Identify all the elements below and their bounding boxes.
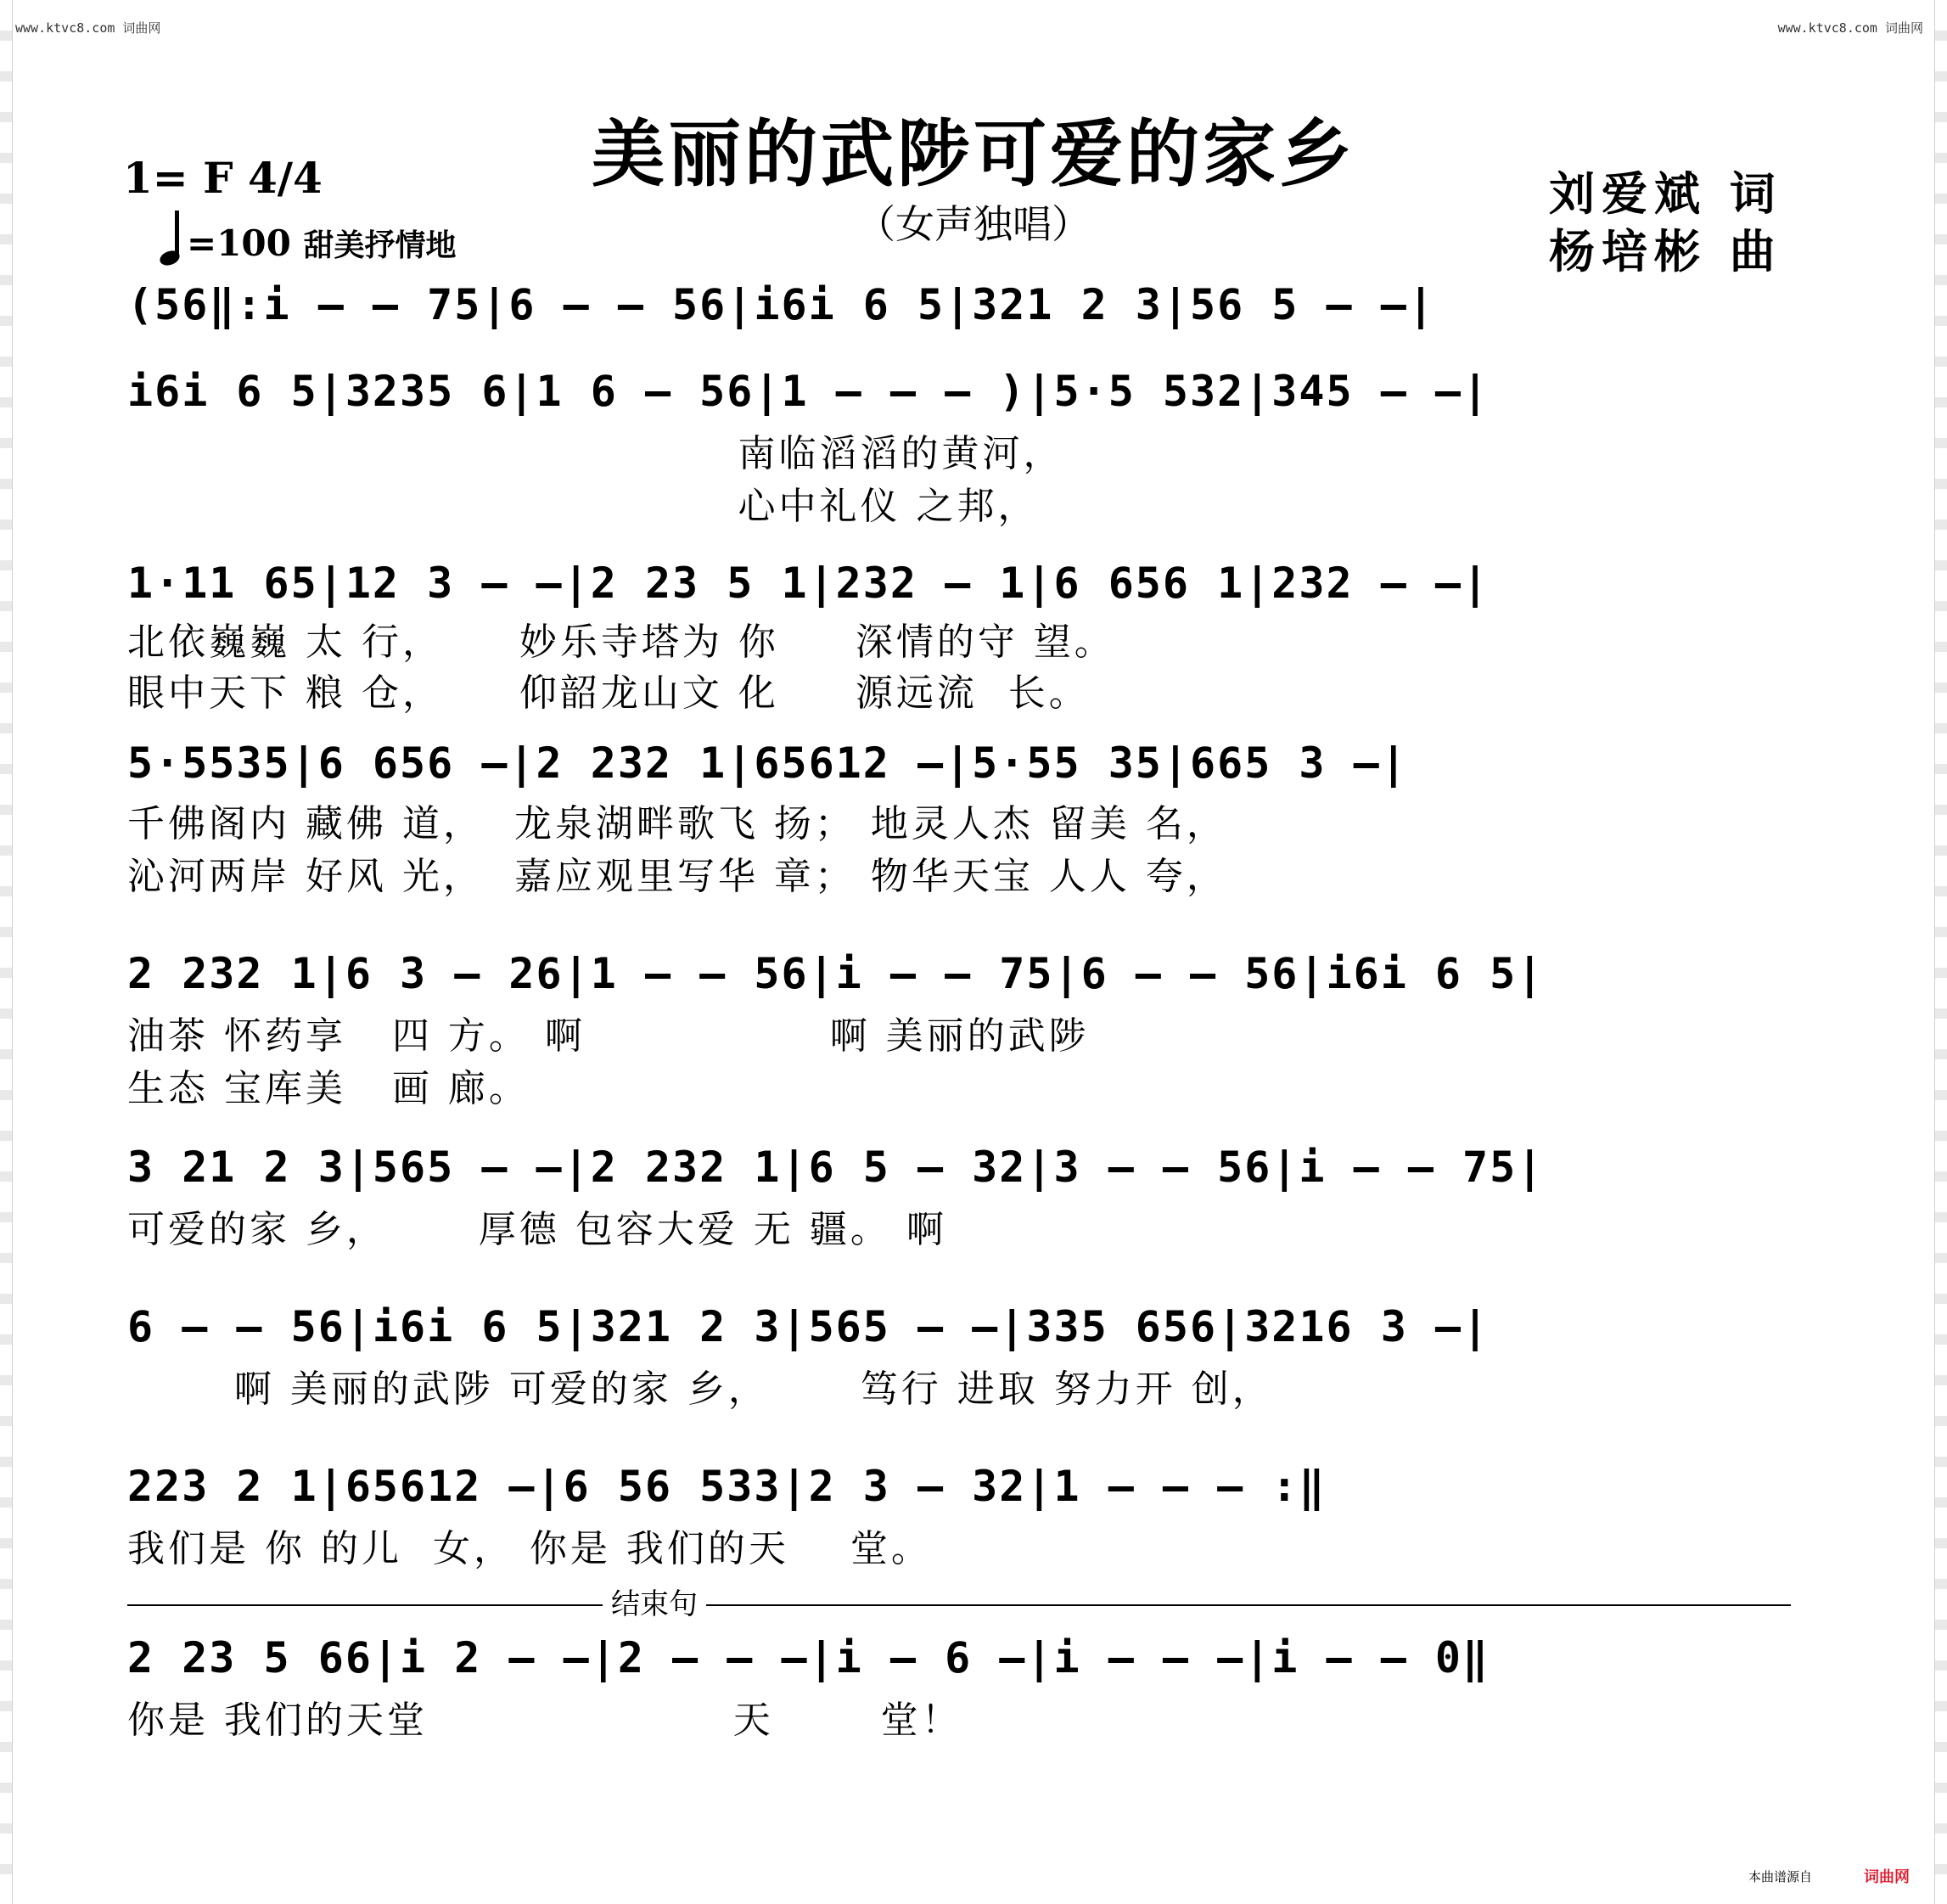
lyric-row-2-verse-2: 心中礼仪 之邦， [127,485,1039,528]
watermark-left: www.ktvc8.com 词曲网 [15,20,161,36]
tempo-expression: 甜美抒情地 [303,228,457,263]
lyric-row-5-verse-2: 生态 宝库美 画 廊。 [127,1067,530,1110]
left-margin-strip [0,0,13,1904]
notation-row-1: (56‖:i — — 75|6 — — 56|i6i 6 5|321 2 3|56 5 — —| [127,280,1435,329]
ending-bracket-line [127,1604,1791,1606]
lyric-row-8-verse-1: 我们是 你 的儿 女， 你是 我们的天 堂。 [127,1527,932,1570]
song-subtitle: （女声独唱） [856,201,1091,247]
key-signature: 1= F 4/4 [123,153,323,203]
watermark-right: www.ktvc8.com 词曲网 [1777,20,1923,36]
right-margin-strip [1934,0,1947,1904]
notation-row-7: 6 — — 56|i6i 6 5|321 2 3|565 — —|335 656|3216 3 —| [127,1302,1490,1351]
ending-label: 结束句 [603,1581,706,1622]
lyric-row-9-verse-1: 你是 我们的天堂 天 堂！ [127,1699,962,1742]
lyric-row-3-verse-1: 北依巍巍 太 行， 妙乐寺塔为 你 深情的守 望。 [127,621,1115,664]
notation-row-9: 2 23 5 66|i 2 — —|2 — — —|i — 6 —|i — — —|i — — 0‖ [127,1633,1490,1682]
notation-row-3: 1·11 65|12 3 — —|2 23 5 1|232 — 1|6 656 1|232 — —| [127,559,1490,608]
tempo-value: =100 [187,222,291,264]
lyric-row-5-verse-1: 油茶 怀药享 四 方。 啊 啊 美丽的武陟 [127,1014,1090,1058]
footer-source: 本曲谱源自 [1748,1869,1813,1884]
song-title: 美丽的武陟可爱的家乡 [592,111,1355,197]
quarter-note-icon [160,211,180,265]
notation-row-5: 2 232 1|6 3 — 26|1 — — 56|i — — 75|6 — — 56|i6i 6 5| [127,949,1545,998]
notation-row-6: 3 21 2 3|565 — —|2 232 1|6 5 — 32|3 — — 56|i — — 75| [127,1143,1545,1192]
lyric-row-3-verse-2: 眼中天下 粮 仓， 仰韶龙山文 化 源远流 长。 [127,671,1090,715]
footer-logo: 词曲网 [1864,1868,1910,1886]
lyric-row-6-verse-1: 可爱的家 乡， 厚德 包容大爱 无 疆。 啊 [127,1208,947,1251]
lyric-row-2-verse-1: 南临滔滔的黄河， [127,432,1064,475]
notation-row-2: i6i 6 5|3235 6|1 6 — 56|1 — — — )|5·5 532|345 — —| [127,367,1490,416]
notation-row-8: 223 2 1|65612 —|6 56 533|2 3 — 32|1 — — — :‖ [127,1462,1327,1511]
lyric-row-7-verse-1: 啊 美丽的武陟 可爱的家 乡， 笃行 进取 努力开 创， [127,1368,1273,1411]
lyricist-credit: 刘爱斌 词 [1549,166,1782,221]
lyric-row-4-verse-1: 千佛阁内 藏佛 道， 龙泉湖畔歌飞 扬； 地灵人杰 留美 名， [127,802,1227,845]
composer-credit: 杨培彬 曲 [1549,224,1782,278]
tempo-marking [160,211,457,265]
notation-row-4: 5·5535|6 656 —|2 232 1|65612 —|5·55 35|665 3 —| [127,739,1408,788]
lyric-row-4-verse-2: 沁河两岸 好风 光， 嘉应观里写华 章； 物华天宝 人人 夸， [127,855,1227,898]
